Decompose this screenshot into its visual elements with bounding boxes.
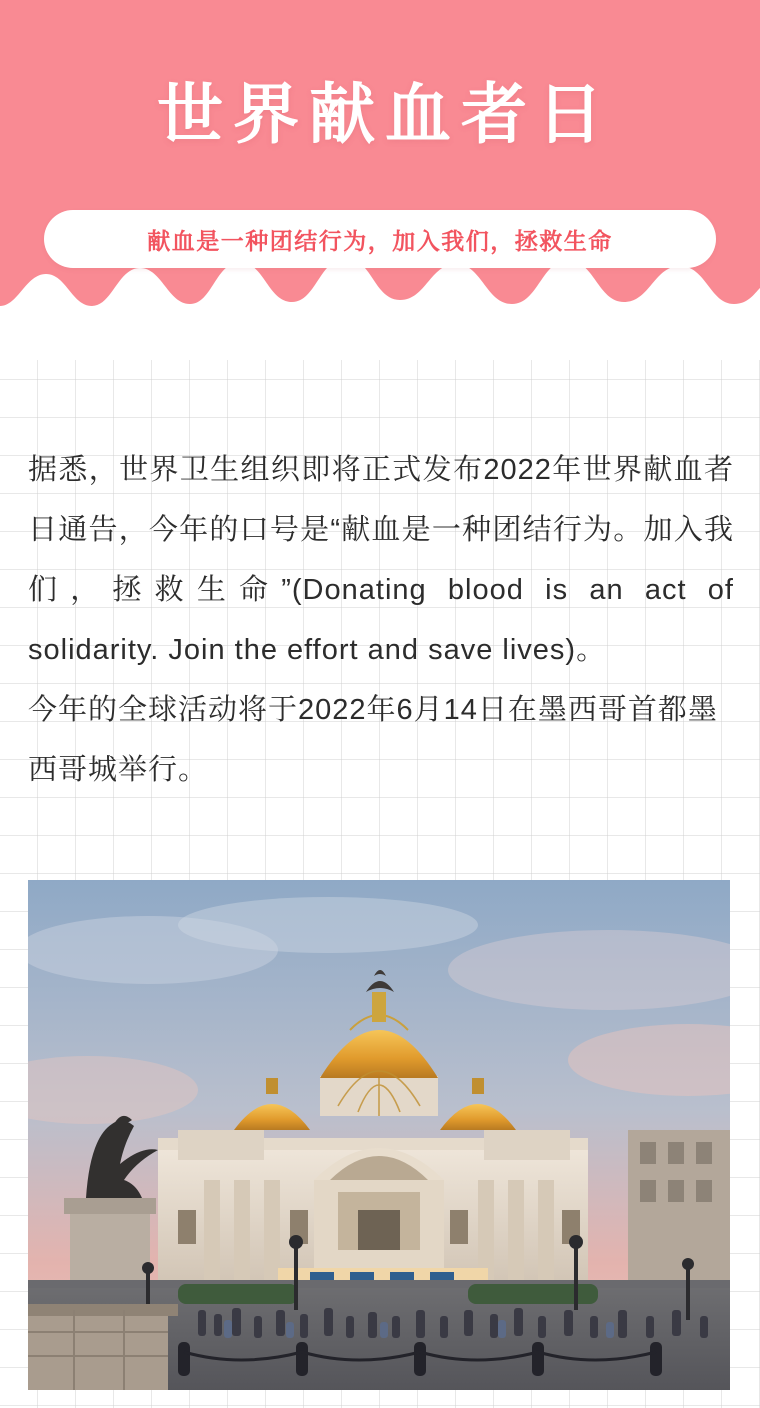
- paragraph-2: 今年的全球活动将于2022年6月14日在墨西哥首都墨西哥城举行。: [28, 694, 718, 786]
- article-body: [28, 440, 734, 800]
- article-photo: [28, 880, 730, 1390]
- subtitle-pill: [44, 210, 716, 268]
- subtitle-text: 献血是一种团结行为，加入我们，拯救生命: [147, 227, 613, 254]
- header-banner: [0, 0, 760, 360]
- paragraph-1: 据悉，世界卫生组织即将正式发布2022年世界献血者日通告，今年的口号是“献血是一种团结行为。加入我们，拯救生命”(Donating blood is an act of solidarity. Join the effort and save lives)。: [28, 454, 734, 666]
- palacio-de-bellas-artes-photo: [28, 880, 730, 1390]
- page-title: 世界献血者日: [157, 77, 613, 151]
